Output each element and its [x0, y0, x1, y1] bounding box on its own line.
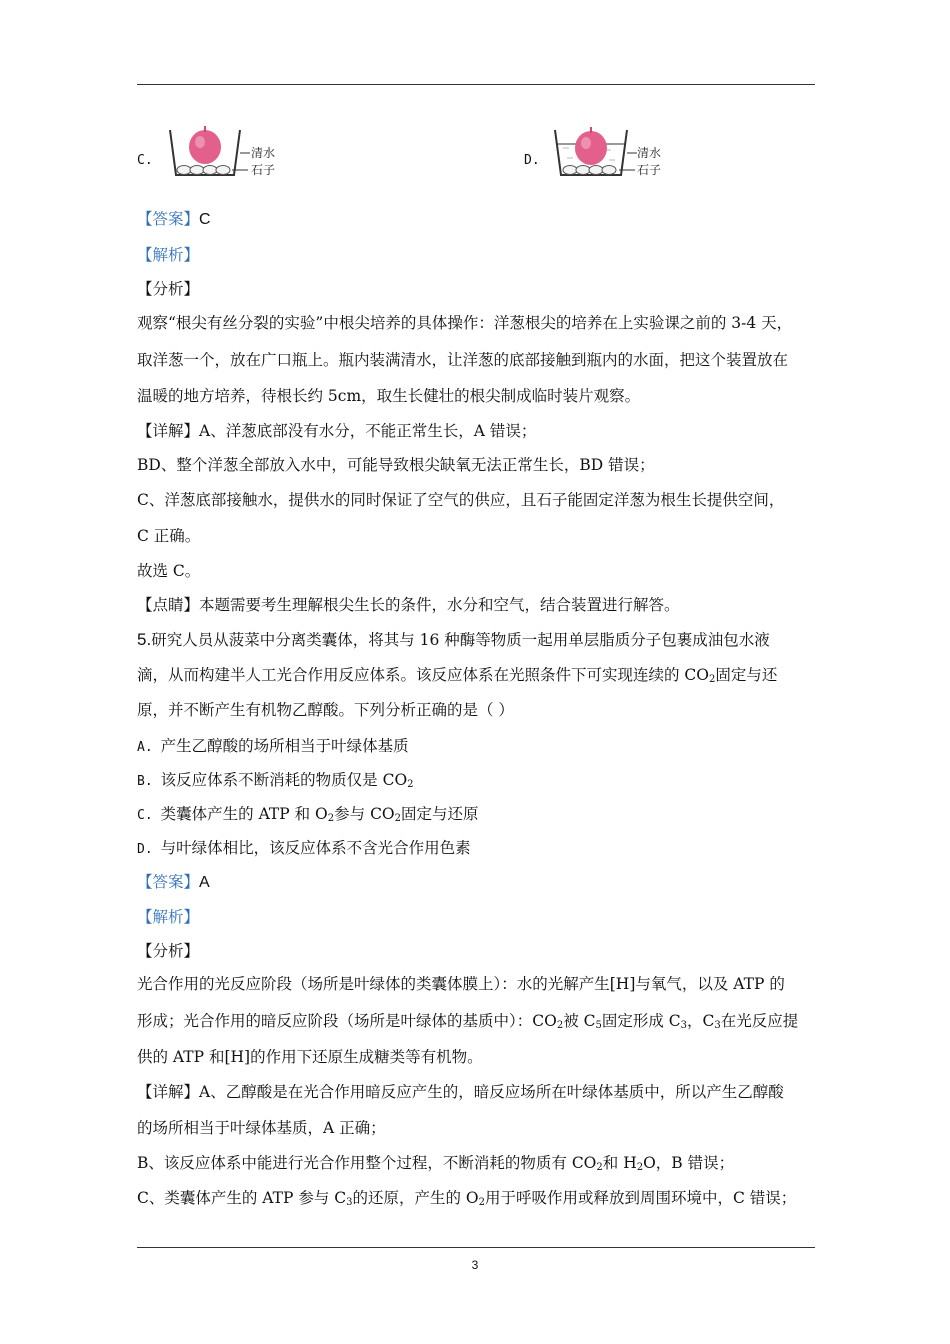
q5-stem-text-1: 研究人员从菠菜中分离类囊体，将其与 16 种酶等物质一起用单层脂质分子包裹成油包水液 — [151, 631, 770, 649]
figure-d-label: D. — [524, 153, 540, 168]
header-rule — [137, 84, 815, 85]
q4-detail-line-1 — [137, 421, 536, 441]
q4-detail-line-3: C、洋葱底部接触水，提供水的同时保证了空气的供应，且石子能固定洋葱为根生长提供空间， — [137, 491, 785, 509]
q5-option-d — [137, 838, 471, 860]
q4-analysis-tag: 【解析】 — [137, 246, 200, 264]
q5-analysis-tag: 【解析】 — [137, 908, 200, 926]
q5-detail-line-1: 【详解】A、乙醇酸是在光合作用暗反应产生的，暗反应场所在叶绿体基质中，所以产生乙醇酸 — [137, 1083, 784, 1101]
q5-fenxi-line-1: 光合作用的光反应阶段（场所是叶绿体的类囊体膜上）：水的光解产生[H]与氧气，以及 ATP 的 — [137, 975, 785, 993]
q5-option-d-label: D. — [137, 842, 153, 857]
q4-detail-line-4: C 正确。 — [137, 527, 201, 545]
q4-detail-text-1: A、洋葱底部没有水分，不能正常生长，A 错误； — [199, 422, 537, 440]
q5-detail-tag: 【详解】 — [137, 1083, 200, 1101]
q5-option-a-text: 产生乙醇酸的场所相当于叶绿体基质 — [160, 737, 409, 755]
figure-c-onion-setup — [160, 120, 285, 182]
q4-fenxi-line-2: 取洋葱一个，放在广口瓶上。瓶内装满清水，让洋葱的底部接触到瓶内的水面，把这个装置放在 — [137, 351, 789, 369]
q5-option-b-label: B. — [137, 774, 153, 789]
figure-d-water-label: 清水 — [637, 146, 662, 160]
q4-answer-value: C — [199, 211, 211, 228]
q4-comment-text: 本题需要考生理解根尖生长的条件，水分和空气，结合装置进行解答。 — [199, 596, 680, 614]
q5-detail-line-4: C、类囊体产生的 ATP 参与 $C_3$的还原，产生的 $O_2$用于呼吸作用或释放到周围环境中，C 错误； — [137, 1189, 797, 1208]
q5-detail-line-3: B、该反应体系中能进行光合作用整个过程，不断消耗的物质有 $CO_2$和 $H_2O$，B 错误； — [137, 1154, 735, 1173]
figure-c-stone-label: 石子 — [251, 163, 276, 177]
q5-option-c-label: C. — [137, 808, 153, 823]
q5-option-a — [137, 736, 409, 758]
figure-d-stone-label: 石子 — [637, 163, 662, 177]
figure-c-label: C. — [137, 153, 153, 168]
q4-detail-tag: 【详解】 — [137, 422, 200, 440]
q5-number: 5. — [137, 630, 152, 649]
q5-option-d-text: 与叶绿体相比，该反应体系不含光合作用色素 — [160, 839, 471, 857]
q5-answer-tag: 【答案】 — [137, 873, 200, 891]
q5-option-a-label: A. — [137, 740, 153, 755]
q4-detail-line-5: 故选 C。 — [137, 562, 201, 580]
q5-answer-line — [137, 872, 210, 893]
page-number: 3 — [471, 1258, 479, 1272]
figure-d-onion-setup — [545, 120, 670, 182]
q5-stem-line-2: 滴，从而构建半人工光合作用反应体系。该反应体系在光照条件下可实现连续的 $CO_2$固定与还 — [137, 666, 778, 685]
q5-stem-line-3: 原，并不断产生有机物乙醇酸。下列分析正确的是（ ） — [137, 701, 514, 719]
q5-fenxi-line-3: 供的 ATP 和[H]的作用下还原生成糖类等有机物。 — [137, 1048, 483, 1066]
q4-detail-line-2: BD、整个洋葱全部放入水中，可能导致根尖缺氧无法正常生长，BD 错误； — [137, 456, 655, 474]
figure-c-water-label: 清水 — [251, 146, 276, 160]
q4-comment-tag: 【点睛】 — [137, 596, 200, 614]
footer-rule — [137, 1247, 815, 1248]
q5-detail-line-2: 的场所相当于叶绿体基质，A 正确； — [137, 1119, 386, 1137]
q4-fenxi-line-3: 温暖的地方培养，待根长约 5cm，取生长健壮的根尖制成临时装片观察。 — [137, 387, 641, 405]
q4-answer-line — [137, 209, 211, 230]
q5-stem-line-1 — [137, 630, 770, 650]
q4-answer-tag: 【答案】 — [137, 210, 200, 228]
q5-fenxi-tag: 【分析】 — [137, 942, 200, 960]
q5-fenxi-line-2: 形成；光合作用的暗反应阶段（场所是叶绿体的基质中）：$CO_2$被 $C_5$固定形成 $C_3$，$C_3$在光反应提 — [137, 1012, 799, 1031]
q5-option-c: C. 类囊体产生的 ATP 和 $O_2$参与 $CO_2$固定与还原 — [137, 805, 479, 824]
q4-fenxi-tag: 【分析】 — [137, 280, 200, 298]
q5-answer-value: A — [199, 874, 210, 891]
q4-fenxi-line-1: 观察“根尖有丝分裂的实验”中根尖培养的具体操作：洋葱根尖的培养在上实验课之前的 3-4 天， — [137, 314, 793, 332]
q5-option-b: B. 该反应体系不断消耗的物质仅是 $CO_2$ — [137, 771, 414, 790]
q4-comment-line — [137, 595, 680, 615]
